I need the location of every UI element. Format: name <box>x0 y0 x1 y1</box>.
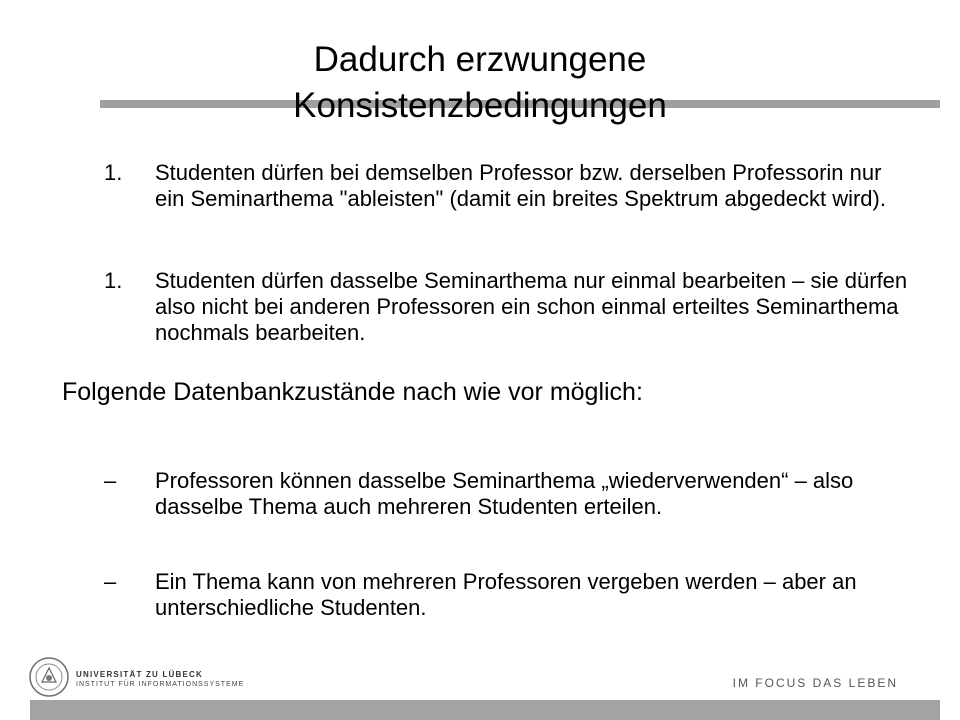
university-seal-icon <box>28 656 70 698</box>
slide-title-line1: Dadurch erzwungene <box>313 40 647 79</box>
item-marker: 1. <box>104 160 123 185</box>
slogan: IM FOCUS DAS LEBEN <box>732 676 898 690</box>
item-marker: 1. <box>104 268 123 293</box>
footer-bar <box>30 700 940 720</box>
slide-title-line2: Konsistenzbedingungen <box>293 86 667 125</box>
university-name: UNIVERSITÄT ZU LÜBECK <box>76 670 203 679</box>
intro-text: Folgende Datenbankzustände nach wie vor möglich: <box>62 378 643 406</box>
item-text: Studenten dürfen bei demselben Professor bzw. derselben Professorin nur ein Seminarthema "ableisten" (damit ein breites Spektrum abgedeckt wird). <box>155 160 886 211</box>
item-marker: – <box>104 569 117 594</box>
dash-item <box>104 569 904 629</box>
item-marker: – <box>104 468 117 493</box>
item-text: Studenten dürfen dasselbe Seminarthema nur einmal bearbeiten – sie dürfen also nicht bei anderen Professoren ein schon einmal erteiltes Seminarthema nochmals bearbeiten. <box>155 268 908 345</box>
dash-item <box>104 468 904 548</box>
item-text: Ein Thema kann von mehreren Professoren vergeben werden – aber an unterschiedliche Studenten. <box>155 569 857 620</box>
item-text: Professoren können dasselbe Seminarthema „wiederverwenden“ – also dasselbe Thema auch mehreren Studenten erteilen. <box>155 468 854 519</box>
numbered-item <box>104 268 908 348</box>
numbered-item <box>104 160 904 240</box>
institute-name: INSTITUT FÜR INFORMATIONSSYSTEME <box>76 681 245 688</box>
